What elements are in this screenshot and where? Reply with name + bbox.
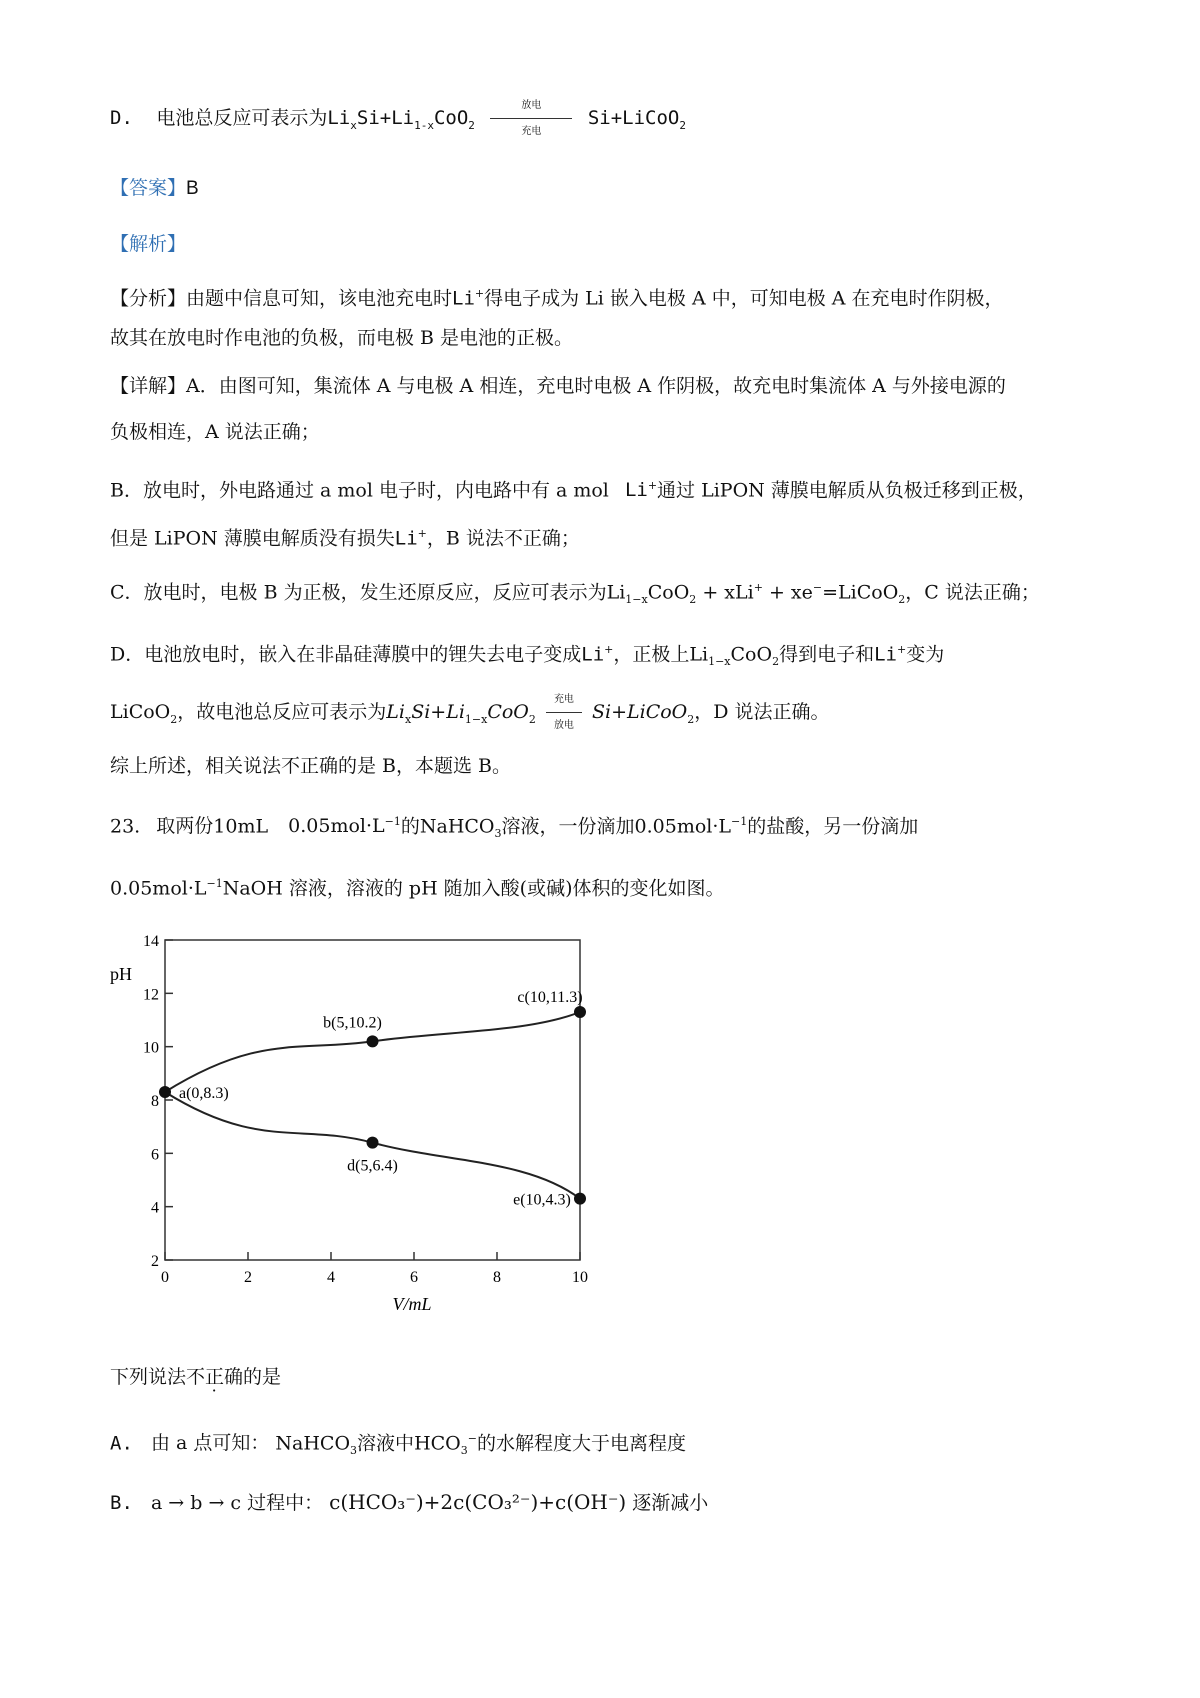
formula: NaHCO xyxy=(275,1432,351,1455)
text: 的水解程度大于电离程度 xyxy=(476,1432,686,1455)
ion: Li xyxy=(394,527,418,550)
formula: NaHCO xyxy=(419,815,495,838)
formula: Si+Li xyxy=(411,701,465,723)
text: ，正极上 xyxy=(613,643,690,666)
formula-sub: x xyxy=(350,118,357,132)
x-tick-label: 8 xyxy=(493,1269,501,1286)
ion-charge: + xyxy=(647,479,658,492)
concentration: 0.05mol·L xyxy=(634,815,732,838)
condition-bottom: 充电 xyxy=(521,125,542,137)
text: 的是 xyxy=(243,1366,282,1388)
answer-tag: 【答案】 xyxy=(110,177,187,199)
formula: Li xyxy=(689,643,709,666)
text: B．放电时，外电路通过 a mol 电子时，内电路中有 a mol xyxy=(110,479,609,502)
ion: Li xyxy=(874,643,897,666)
ion: Li xyxy=(452,287,475,310)
text: 逐渐减小 xyxy=(632,1492,709,1514)
text: 溶液中 xyxy=(357,1432,415,1455)
option-label: D. xyxy=(110,107,133,129)
option-label: B. xyxy=(110,1492,133,1514)
data-label: c(10,11.3) xyxy=(517,989,583,1006)
formula-sup: − xyxy=(812,581,823,594)
condition-top: 充电 xyxy=(553,694,574,705)
formula: Li xyxy=(327,107,351,129)
text: 得电子成为 Li 嵌入电极 A 中，可知电极 A 在充电时作阴极， xyxy=(484,287,1004,310)
text: 溶液，一份滴加 xyxy=(501,815,635,838)
x-tick-label: 6 xyxy=(410,1269,418,1286)
analysis-tag: 【解析】 xyxy=(110,233,187,255)
formula: =LiCoO xyxy=(822,581,899,604)
ion-charge: + xyxy=(896,643,907,656)
unit-exp: −1 xyxy=(206,877,223,890)
y-tick-label: 2 xyxy=(151,1253,159,1270)
formula-sub: 2 xyxy=(528,712,536,726)
x-tick-label: 2 xyxy=(244,1269,252,1286)
x-axis-label: V/mL xyxy=(392,1294,432,1314)
data-label: d(5,6.4) xyxy=(347,1157,398,1175)
formula: Si+Li xyxy=(356,107,415,129)
option-d-old xyxy=(110,99,686,140)
detail-line-1: 【详解】A．由图可知，集流体 A 与电极 A 相连，充电时电极 A 作阴极，故充电时集流体 A 与外接电源的 xyxy=(110,375,1006,397)
answer-line xyxy=(110,174,199,203)
q23-line-2 xyxy=(110,870,725,902)
x-tick-label: 4 xyxy=(327,1269,335,1286)
formula: NaOH xyxy=(222,877,283,900)
formula-sub: x xyxy=(404,712,412,726)
question-prompt xyxy=(110,1363,281,1391)
reversible-arrow xyxy=(490,118,572,119)
concentration: 0.05mol·L xyxy=(110,877,207,900)
formula-sup: + xyxy=(753,581,763,594)
text: 【分析】由题中信息可知，该电池充电时 xyxy=(110,287,453,310)
y-tick-label: 12 xyxy=(143,986,159,1004)
formula-sub: 2 xyxy=(689,593,697,607)
y-axis-label: pH xyxy=(110,964,132,984)
formula: Li xyxy=(606,581,626,604)
ion-charge: + xyxy=(417,527,427,540)
text: ，故电池总反应可表示为 xyxy=(177,701,387,723)
unit-exp: −1 xyxy=(731,815,748,828)
condition-bottom: 放电 xyxy=(553,720,574,731)
formula: HCO xyxy=(414,1432,461,1455)
formula-sup: − xyxy=(467,1432,477,1445)
text: 取两份 xyxy=(156,815,214,838)
ion-charge: + xyxy=(474,287,485,300)
y-tick-label: 14 xyxy=(143,933,159,950)
formula-sub: 1−x xyxy=(464,712,488,726)
data-point xyxy=(367,1137,379,1149)
formula-sub: 2 xyxy=(772,655,780,669)
data-point xyxy=(574,1193,586,1205)
text: ，D 说法正确。 xyxy=(694,701,830,723)
data-point xyxy=(159,1086,171,1098)
reaction-condition xyxy=(486,99,576,137)
ion-charge: + xyxy=(604,643,614,656)
formula: + xLi xyxy=(696,581,754,604)
y-tick-label: 10 xyxy=(143,1039,159,1057)
answer-value: B xyxy=(186,178,199,199)
x-tick-label: 10 xyxy=(572,1269,588,1286)
text: 变为 xyxy=(906,643,945,666)
formula: CoO xyxy=(730,643,773,666)
fenxi-line-2: 故其在放电时作电池的负极，而电极 B 是电池的正极。 xyxy=(110,327,574,349)
formula-sub: 2 xyxy=(170,712,178,726)
condition-top: 放电 xyxy=(521,99,542,111)
ph-titration-chart xyxy=(110,930,670,1345)
detail-b-line-2 xyxy=(110,520,580,552)
data-label: a(0,8.3) xyxy=(179,1085,229,1102)
option-b xyxy=(110,1488,708,1517)
text: 的盐酸，另一份滴加 xyxy=(747,815,919,838)
formula-sub: 2 xyxy=(468,118,475,132)
option-text: 电池总反应可表示为 xyxy=(156,107,328,129)
data-point xyxy=(367,1035,379,1047)
formula-sub: 2 xyxy=(679,118,686,132)
question-number: 23. xyxy=(110,815,141,838)
y-tick-label: 8 xyxy=(151,1093,159,1110)
formula-sub: 1−x xyxy=(625,593,648,607)
data-label: b(5,10.2) xyxy=(323,1014,382,1032)
summary-line: 综上所述，相关说法不正确的是 B，本题选 B。 xyxy=(110,755,512,777)
formula-sub: 1−x xyxy=(708,655,731,669)
option-a xyxy=(110,1425,686,1465)
volume: 10mL xyxy=(213,815,269,838)
formula: CoO xyxy=(487,701,529,723)
reversible-arrow xyxy=(546,712,582,713)
text: 由 a 点可知： xyxy=(150,1432,270,1455)
formula: CoO xyxy=(647,581,690,604)
y-tick-label: 4 xyxy=(151,1199,159,1217)
formula-sub: 3 xyxy=(350,1444,358,1458)
text: a → b → c 过程中： xyxy=(150,1492,324,1514)
emphasis-text xyxy=(186,1363,243,1391)
formula: + xe xyxy=(762,581,813,604)
text: ，C 说法正确； xyxy=(905,581,1040,604)
fenxi-line-1 xyxy=(110,280,1004,312)
emphasis-content: 不正确 xyxy=(186,1366,244,1388)
formula: Li xyxy=(386,701,405,723)
formula: Si+LiCoO xyxy=(591,701,688,723)
concentration: 0.05mol·L xyxy=(288,815,385,838)
text: 下列说法 xyxy=(110,1366,187,1388)
formula-sub: 2 xyxy=(687,712,695,726)
reaction-condition xyxy=(542,694,586,731)
detail-c-line xyxy=(110,574,1040,614)
formula: LiCoO xyxy=(110,701,171,723)
ion: Li xyxy=(624,479,648,502)
unit-exp: −1 xyxy=(384,815,401,828)
text: 得到电子和 xyxy=(779,643,875,666)
text: 通过 LiPON 薄膜电解质从负极迁移到正极， xyxy=(657,479,1037,502)
ion: Li xyxy=(581,643,605,666)
data-point xyxy=(574,1006,586,1018)
q23-line-1 xyxy=(110,808,918,848)
formula-sub: 2 xyxy=(898,593,906,607)
formula: Si+LiCoO xyxy=(587,107,680,129)
formula: CoO xyxy=(433,107,469,129)
text: C．放电时，电极 B 为正极，发生还原反应，反应可表示为 xyxy=(110,581,607,604)
expression: c(HCO₃⁻)+2c(CO₃²⁻)+c(OH⁻) xyxy=(329,1490,627,1514)
option-label: A. xyxy=(110,1432,133,1455)
formula-sub: 3 xyxy=(494,827,502,841)
text: ，B 说法不正确； xyxy=(426,527,580,550)
text: D．电池放电时，嵌入在非晶硅薄膜中的锂失去电子变成 xyxy=(110,643,582,666)
formula-sub: 3 xyxy=(460,1444,468,1458)
detail-b-line-1 xyxy=(110,472,1037,504)
formula-sub: 1-x xyxy=(414,118,434,132)
text: 但是 LiPON 薄膜电解质没有损失 xyxy=(110,527,395,550)
x-tick-label: 0 xyxy=(161,1269,169,1286)
text: 的 xyxy=(400,815,420,838)
detail-line-2: 负极相连，A 说法正确； xyxy=(110,421,320,443)
detail-d-line-1 xyxy=(110,636,944,676)
y-tick-label: 6 xyxy=(151,1146,159,1164)
data-label: e(10,4.3) xyxy=(513,1191,571,1209)
text: 溶液，溶液的 pH 随加入酸(或碱)体积的变化如图。 xyxy=(288,877,725,900)
detail-d-line-2 xyxy=(110,694,830,734)
